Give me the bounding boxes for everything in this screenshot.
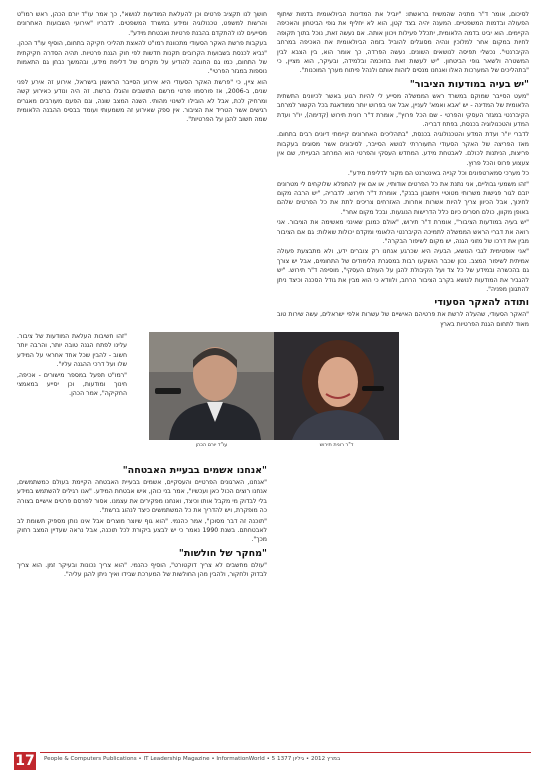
paragraph: "אנחנו, הארגונים הפרטיים והעסקיים, אשמים בבעיית האבטחה הקיימת בעולם כמשתמשים, אנחנו רוצים הכול כאן ועכשיו", אמר בני כוהן, איש אבטחת המידע. "אנו רגילים להשתמש במידע בלי לבדוק מי מקבל אותו וכיצד, ואנחנו מפקירים את עצמנו. אסור לפרסם פרטים אישיים בצורה כה מופקרת, ויש להדריך את כל המשתמשים כיצד לנהוג ברשת". xyxy=(17,479,267,515)
footer-publication-info: People & Computers Publications • IT Leadership Magazine • InformationWorld • 5 במרץ 2012 • גיליון 1377 xyxy=(44,756,341,762)
paragraph: "תוכנה זה דבר מסוכן", אמר כהנמי. "הוא גוף שיוצר מוצרים אבל אינו נותן מספיק תשומת לב לאבטחתם. בשנת 1990 נאמר כי יש לבצע ביקורת לכל תוכנה, אבל נראה שעדיין המצב רחוק מכך". xyxy=(17,517,267,544)
section-heading: "מחקר של חולשות" xyxy=(178,547,267,559)
paragraph: בעקבות פרשת האקר הסעודי מתכוונת רמו"ט להאצת תהליכי חקיקה בתחום, הוסיף עו"ד הכהן. "נביא לכנסת בשבועות הקרובים תקנות חדשות לפי חוק הגנת פרטיות. תהיה הסדרה חקיקתית של התחום, כמו גם החובה להודיע על מקרים של דליפת מידע, ובהמשך נבחן גם התאמות נוספות במגזר הפרטי". xyxy=(17,40,267,76)
paragraph: "האקר הסעודי, שהעלה לרשת את פרטיהם האישיים של עשרות אלפי ישראלים, עשה שירות טוב מאוד לתחום הגנת הפרטיות בארץ xyxy=(277,311,529,328)
paragraph: הוא ציין, כי "פרשת האקר הסעודי היא אירוע הסייבר הראשון בישראל, אירוע זה אירע לפני שנים, ב-2006, אז פורסמו פרטי מרשם התושבים והוגלו ברשת. זה היה ונודע כאירוע קשה ומרחיק לכת, אבל לא הובילו לשינוי מהותי. השנה המצב שונה, וגם הפעם מעורבים מאגרים רגישים אשר הטריד את הציבור. אין ספק שאירוע זה משמעותי ועומד בבסיס ההבנה הלאומית שמה חשוב להגן על הפרטיות". xyxy=(17,78,267,124)
paragraph: "זהו חשיבות העלאת המודעות של ציבור. עלינו לפתח הגנה טובה יותר, והרבה יותר חשוב - להבין שכל אחד אחראי על המידע שלו ועל דרכי ההגנה עליו". xyxy=(17,333,127,369)
photo-caption: ד"ר רונית תירוש xyxy=(319,442,354,448)
portrait-woman-image xyxy=(274,332,399,440)
photo-caption: עו"ד יורם הכהן xyxy=(195,442,228,448)
left-article-column-middle xyxy=(17,332,127,462)
section-heading: "יש בעיה במודעות הציבור" xyxy=(409,78,529,90)
page-footer xyxy=(0,752,539,774)
section-heading: ותודה להאקר הסעודי xyxy=(434,297,529,309)
paragraph: "זהו משמעי גבוליים, אני נתנת את כל הפרטים אודותיי, או אם אין להתפלא שלוקחים לי מטרונים יזבם לגור פגישות משרותי מטוטיי ויחשבון בבנק", אומרת ד"ר תירוש. לדבריה, "יש הרבה מקום לחינוך, אבל הכיוון צריך להיות אשרות אחרות. האזרחים צריכים לתת את כל הפרטים שלהם באופן מקוון, כולם חסרים כיום כלל הדרישות הנוגעות. ובכל מקום אחר". xyxy=(277,180,529,216)
portrait-photo-woman xyxy=(274,332,399,440)
paragraph: "יש בעיה במודעות הציבור", אומרת ד"ר תירוש, "אולם כמובן שאינני מאשימה את הציבור. אני רואה את דברי הראש הממשלה לתמיכה הקיברנטי הלאומי ומקדם יכולות שאלות: גם אם הציבור מבין את דרכו של מזוני הגנה, יש מקום לשיפור הבקרה". xyxy=(277,219,529,245)
paragraph: חושך לנו תקציב פרטים וכן להעלאת המודעות לנושא", כך אמר עו"ד יורם הכהן, ראש רמו"ט והרשות למשפט, טכנולוגיה ומידע במשרד המשפטים. לדבריו "אירועי השבועות האחרונים מסייעים לנו להתקדם בהבנת פרטיות ואבטחת מידע". xyxy=(17,11,267,37)
paragraph: "מעט הסייבר שמוקם במשרד ראש הממשלה מסייע לי להיות רגוע באשר לכיוונים התשתית הלאומית של המדינה - יש 'אבא ואמא' לעניין, אבל אני בפרוש יותר ממודאגת בכל הקשור למרחב הקיברנטי במגזר העסקי והפרטי - שם הכל פרוץ", אומרת ד"ר רונית תירוש (קדימה), יו"ר ועדת המדע והטכנולוגיה בכנסת, בפתח דבריה. xyxy=(277,92,529,129)
paragraph: לדברי יו"ר ועדת המדע והטכנולוגיה בכנסת, "בתהליכים האחרונים קיימתי דיונים רבים בתחום. מאז הפריצה של האקר הסעודי התעוררתי לנושא הסייבר, לסיבונים אשר מסוגים בעקבות פריצות, הניתנות לכולם. לאבטחת מידע. המחדש העסקי והפרטי הוא המרחב הבעייתי, שם אין צעצוע פרוס והכל פרוץ. xyxy=(277,131,529,167)
left-article-column-top xyxy=(17,10,267,332)
portrait-photo-man xyxy=(149,332,274,440)
portrait-man-image xyxy=(149,332,274,440)
paragraph: לסיכום, אומר ד"ר מתניה שהמשיח בראשתו: "יוביל את המדינות הביולאומית בדמות שיתוף הפעולה ובדמות המשפטיים. המענה יהיה בצד קטן, הוא לא יחליף את גופי הביטחון והאכיפה הקיימים. הוא יביט בדמה הלאומית, יתכלל פעילות ויכוון אותה. אם נעשה זאת, נוכל בתוך תקופה לחיות במקום אחר למלוכין ונהיה מסוגלים להוביל בזמה הביולאומית את האכיפה במרחב הקיברנטי". נכשלי תפיסה לנושאים השונים. נעשה הפרדה, כך אומר הוא, בין הצבא לבין המשטרה ולשאר גופי הביטחון. "יש לעשות זאת בחוכמה ובלמידה, ובעיקר, הוא מציין, כי "בתהליכים של המערכות האלו ואנחנו מנסים לזהות אותם ולנהל פיתוח מערך המוכנות". xyxy=(277,11,529,75)
page-number: 17 xyxy=(15,753,35,769)
footer-divider xyxy=(40,752,531,753)
paragraph: כל מערכי סמארטפונים וכל קנייה באינטרנט הם מקור לדליפת מידע". xyxy=(347,170,529,178)
paragraph: "עולם מחשבים לא צריך דוקטורט", הוסיף כהנמי. "הוא צריך נכונות ובעיקר זמן. הוא צריך לבדוק ולחקור, ולהבין מהן החולשות של המערכת שבידו ואיך ניתן להגן עליה". xyxy=(17,561,267,579)
left-article-column-bottom xyxy=(17,462,267,745)
paragraph: "רמו"ט תפעל במספר מישורים - אכיפה, חינוך ומודעות, וכן יסייע במאמצי החקיקה", אמר הכהן. xyxy=(17,371,127,398)
paragraph: "אני אופטימית לגבי הנושא, הבעיה היא שכרגע אנחנו רק צוברים ידע, ולא מתבצעת פעולה אמיתית לשיפור המצב. נכון שכבר הושקעו רבות במסגרת הלימודים של התחומים, אבל יש צורך גם בהכשרה ובמידע של כל צד ועל הקיבולת להגן על העולם העסקי", מוסיפה ד"ר תירוש. "יש להגביר את המודעות לנושא בקרב הציבור הרחב, ולוודא כי הוא מבין את גודל הסכנה וכיצד ניתן להתגונן מפניה". xyxy=(277,248,529,293)
section-heading: "אנחנו אשמים בבעיית האבטחה" xyxy=(122,465,267,476)
